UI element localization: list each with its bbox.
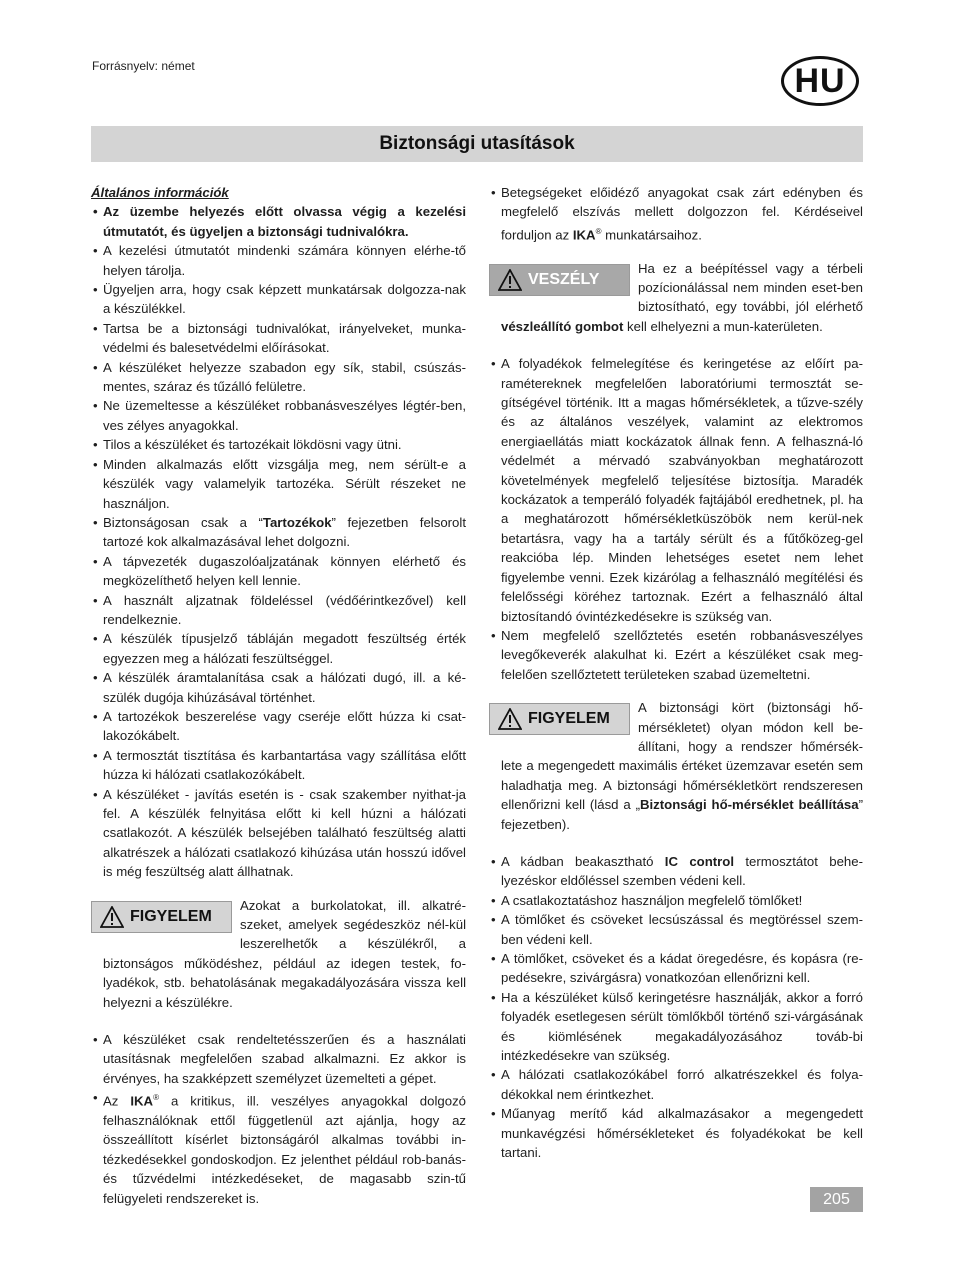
right-list-2 xyxy=(489,354,863,684)
list-item: • A termosztát tisztítása és karbantartása vagy szállítása előtt húzza ki hálózati csatlakozókábelt. xyxy=(91,746,466,785)
registered-mark: ® xyxy=(595,226,602,236)
text-segment: ” fejezetben). xyxy=(501,797,863,832)
list-item: • A készülék áramtalanítása csak a hálózati dugó, ill. a ké-szülék dugója kihúzásával történhet. xyxy=(91,668,466,707)
list-item: • Műanyag merítő kád alkalmazásakor a megengedett munkavégzési hőmérsékleteket és folyadékokat be kell tartani. xyxy=(489,1104,863,1162)
list-item: • Minden alkalmazás előtt vizsgálja meg, nem sérült-e a készülék vagy valamelyik tartozéka. Sérült részeket ne használjon. xyxy=(91,455,466,513)
list-item: • A tömlőket, csöveket és a kádat öregedésre, és kopásra (re-pedésekre, szivárgásra) vonatkozóan ellenőrizni kell. xyxy=(489,949,863,988)
registered-mark: ® xyxy=(153,1093,159,1103)
accessories-reference: Tartozékok xyxy=(262,514,332,530)
text-segment: munkatársaihoz. xyxy=(601,227,702,243)
list-item: • A készüléket helyezze szabadon egy sík, stabil, csúszás-mentes, száraz és tűzálló felületre. xyxy=(91,358,466,397)
emergency-stop-reference: vészleállító gombot xyxy=(501,318,624,334)
list-item: • A tartozékok beszerelése vagy cseréje előtt húzza ki csat-lakozókábelt. xyxy=(91,707,466,746)
list-item: • A tömlőket és csöveket lecsúszással és megtöréssel szem-ben védeni kell. xyxy=(489,910,863,949)
right-list-3 xyxy=(489,852,863,1163)
list-item: • Tilos a készüléket és tartozékait lökdösni vagy ütni. xyxy=(91,435,466,454)
list-item: • A hálózati csatlakozókábel forró alkatrészekkel és folya-dékokkal nem érintkezhet. xyxy=(489,1065,863,1104)
warning-triangle-icon xyxy=(498,708,522,730)
product-name: IC control xyxy=(664,853,735,869)
safety-temperature-reference: Biztonsági hő-mérséklet beállítása xyxy=(639,797,859,813)
left-list-2 xyxy=(91,1030,466,1208)
section-heading: Általános információk xyxy=(91,185,229,200)
left-list-1 xyxy=(91,202,466,881)
list-item: • A kezelési útmutatót mindenki számára könnyen elérhe-tő helyen tárolja. xyxy=(91,241,466,280)
text-segment: Az xyxy=(103,1093,131,1109)
list-item: • A készüléket csak rendeltetésszerűen és a használati utasításnak megfelelően szabad alkalmazni. Ez akkor is érvényes, ha szakképzett személyzet üzemelteti a gépet. xyxy=(91,1030,466,1088)
warning-label: FIGYELEM xyxy=(130,907,212,925)
title-bar xyxy=(91,126,863,162)
list-item: • A folyadékok felmelegítése és keringetése az előírt pa-ramétereknek megfelelően laboratóriumi termosztát se-gítségével történik. Itt a magas hőmérsékletek, a tűzve-szély és az általános veszélyek, valamint az elektromos energiaellátás miatt kockázatok állnak fenn. A felhaszná-ló védelmét a mérvadó szabványokban meghatározott követelmények megfelelő teljesítése biztosítja. Maradék kockázatok a temperáló folyadék fajtájából eredhetnek, pl. ha a meghatározott hőmérsékletküszöbök nem kerül-nek betartásra, vagy ha a tartály sérült és a fűtőközeg-gel reakcióba lép. Minden lehetséges esetet nem lehet figyelembe venni. Ezek kizárólag a felhasználó megítélési és felelősségi köréhez tartoznak. Ezért a felhasználó által biztosítandó óvintézkedésekre is szükség van. xyxy=(489,354,863,626)
list-item xyxy=(489,852,863,891)
brand-name: IKA xyxy=(572,227,596,243)
language-badge: HU xyxy=(781,56,859,106)
list-item: • Az üzembe helyezés előtt olvassa végig a kezelési útmutatót, és ügyeljen a biztonsági tudnivalókra. xyxy=(91,202,466,241)
warning-box xyxy=(489,703,630,735)
list-item: • A használt aljzatnak földeléssel (védőérintkezővel) kell rendelkeznie. xyxy=(91,591,466,630)
list-item: • Ügyeljen arra, hogy csak képzett munkatársak dolgozza-nak a készülékkel. xyxy=(91,280,466,319)
text-segment: A kádban beakasztható xyxy=(501,853,665,869)
page-number: 205 xyxy=(810,1187,863,1212)
danger-block xyxy=(489,259,863,337)
text-segment: termosztátot behe-lyezéskor eldőléssel szemben védeni kell. xyxy=(501,853,863,889)
source-language-note: Forrásnyelv: német xyxy=(92,59,195,73)
warning-block xyxy=(91,896,466,1012)
text-segment: Biztonságosan csak a “ xyxy=(103,514,263,530)
warning-block xyxy=(489,698,863,834)
warning-triangle-icon xyxy=(100,906,124,928)
list-item: • Nem megfelelő szellőztetés esetén robbanásveszélyes levegőkeverék alakulhat ki. Ezért a készüléket csak meg-felelően szellőztetett területeken szabad üzemeltetni. xyxy=(489,626,863,684)
warning-box xyxy=(91,901,232,933)
danger-label: VESZÉLY xyxy=(528,270,600,288)
list-item: • A csatlakoztatáshoz használjon megfelelő tömlőket! xyxy=(489,891,863,910)
list-item: • A tápvezeték dugaszolóaljzatának könnyen elérhető és megközelíthető helyen kell lennie. xyxy=(91,552,466,591)
list-item xyxy=(489,183,863,245)
text-segment: a kritikus, ill. veszélyes anyagokkal dolgozó felhasználóknak ettől függetlenül azt ajánlja, hogy az összeállított kísérlet biztonságáról alkalmas további in-tézkedésekkel gondoskodjon. Ez jelenthet például rob-banás- és tűzvédelmi intézkedéseket, de magasabb szin-tű felügyeleti rendszereket is. xyxy=(103,1093,467,1206)
warning-label: FIGYELEM xyxy=(528,710,610,728)
list-item xyxy=(91,513,466,552)
list-item xyxy=(91,1088,466,1208)
brand-name: IKA xyxy=(130,1093,154,1109)
text-segment: ” fejezetben felsorolt tartozé kok alkalmazásával lehet dolgozni. xyxy=(103,514,466,550)
list-item: • Tartsa be a biztonsági tudnivalókat, irányelveket, munka-védelmi és balesetvédelmi előírásokat. xyxy=(91,319,466,358)
right-list-1 xyxy=(489,183,863,245)
danger-box xyxy=(489,264,630,296)
text-segment: Ha ez a beépítéssel vagy a térbeli pozícionálással nem minden eset-ben biztosítható, egy további, jól elérhető xyxy=(638,260,863,315)
text-segment: A biztonsági kört (biztonsági hő-mérsékletet) olyan módon kell be-állítani, hogy a rendszer hőmérsék-lete a megengedett maximális értéket üzemzavar esetén sem haladhatja meg. A biztonsági hőmérsékletkört rendszeresen ellenőrizni kell (lásd a „ xyxy=(501,700,863,813)
text-segment: kell elhelyezni a mun-katerületen. xyxy=(623,318,823,334)
text-segment: Betegségeket előidéző anyagokat csak zárt edényben és megfelelő elszívás mellett dolgozzon fel. Kérdéseivel forduljon az xyxy=(501,185,863,243)
warning-triangle-icon xyxy=(498,269,522,291)
right-column xyxy=(489,183,863,1162)
list-item: • A készüléket - javítás esetén is - csak szakember nyithat-ja fel. A készülék felnyitása előtt ki kell húzni a hálózati csatlakozót. A készülék belsejében található feszültség alatti alkatrészek a hálózati csatlakozó kihúzása után hosszú idővel is még feszültség alatt állhatnak. xyxy=(91,785,466,882)
left-column xyxy=(91,183,466,1208)
list-item: • Ne üzemeltesse a készüléket robbanásveszélyes légtér-ben, ves zélyes anyagokkal. xyxy=(91,396,466,435)
warning-text: Azokat a burkolatokat, ill. alkatré-szeket, amelyek segédeszköz nél-kül leszerelhetők a készülékről, a biztonságos működéshez, például az idegen testek, fo-lyadékok, stb. behatolásának megakadályozására vissza kell helyezni a készülékre. xyxy=(103,897,466,1010)
page-title: Biztonsági utasítások xyxy=(379,133,575,154)
list-item: • A készülék típusjelző tábláján megadott feszültség érték egyezzen meg a hálózati feszültséggel. xyxy=(91,629,466,668)
list-item: • Ha a készüléket külső keringetésre használják, akkor a forró folyadék esetlegesen sérült tömlőkből történő szi-várgásának és kiömlésének megakadályozásához továb-bi intézkedésekre van szükség. xyxy=(489,988,863,1066)
